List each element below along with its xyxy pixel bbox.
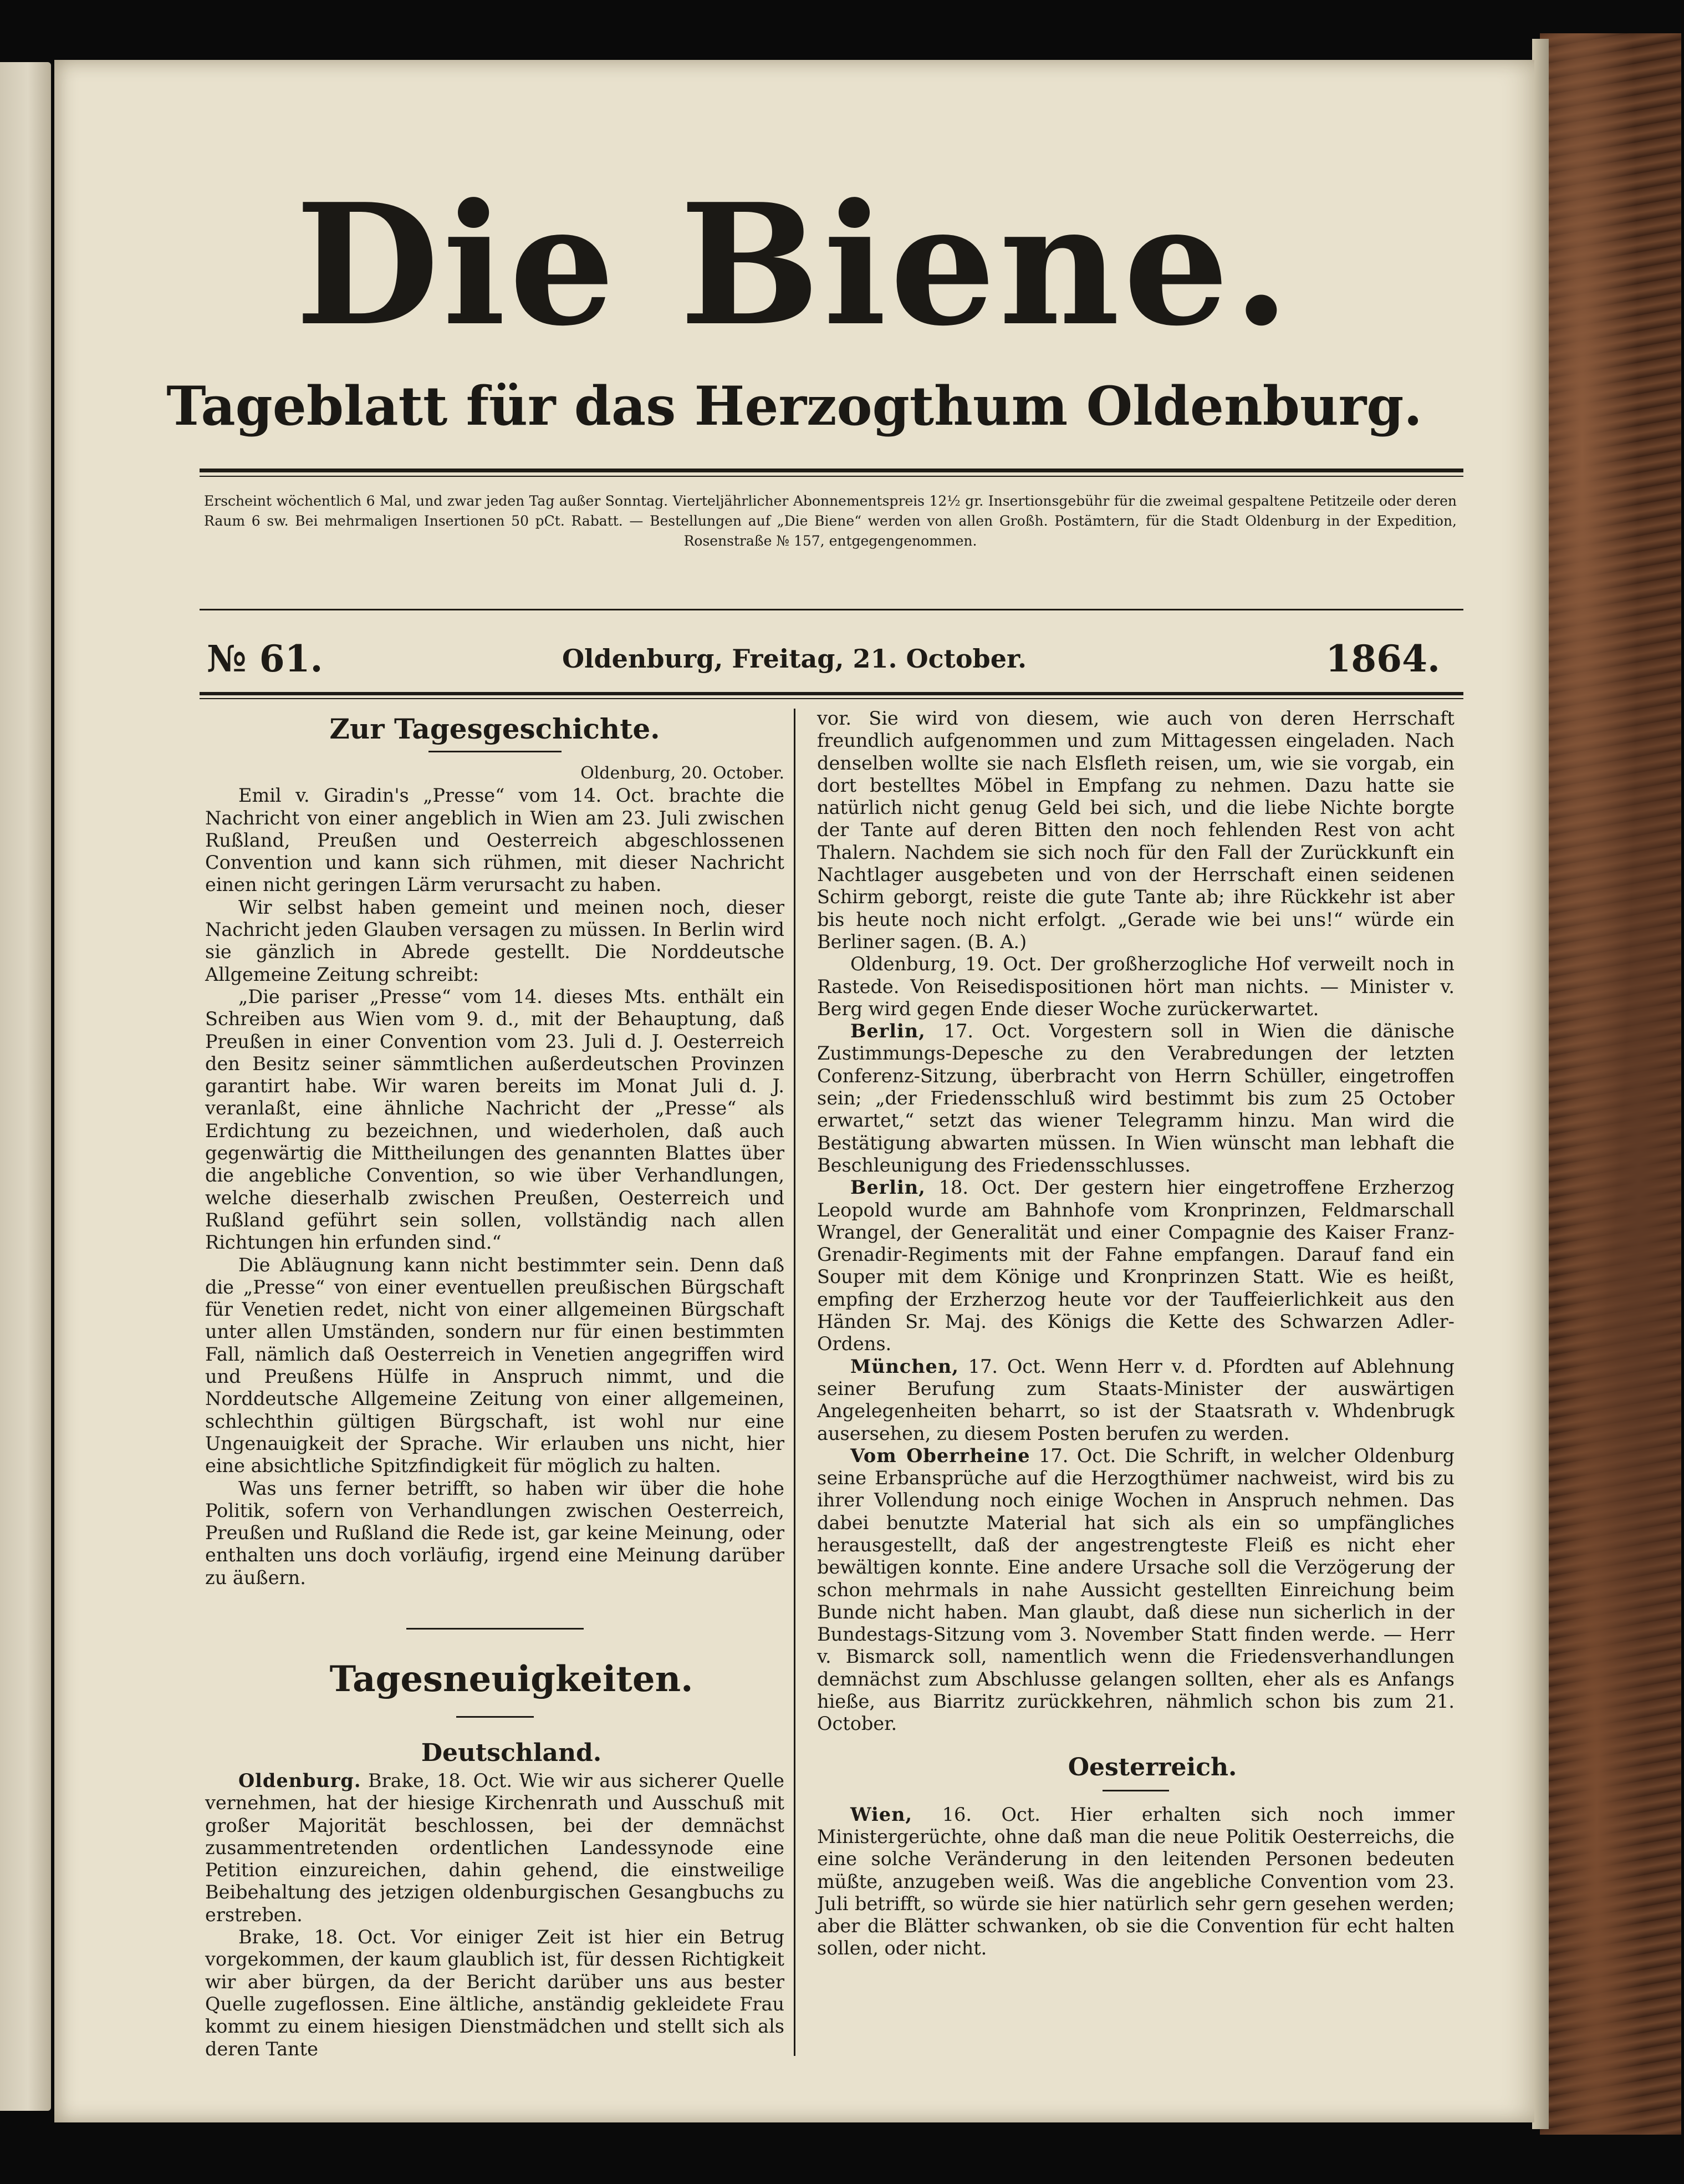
news-text: 17. Oct. Die Schrift, in welcher Oldenburg seine Erbansprüche auf die Herzogthümer nachweist, wird bis zu ihrer Vollendung noch einige Wochen in Anspruch nehmen. Das dabei benutzte Material hat sich als ein so umpfängliches herausgestellt, daß der angestrengteste Fleiß es nicht eher bewältigen konnte. Eine andere Ursache soll die Verzögerung der schon mehrmals in nahe Aussicht gestellten Einreichung beim Bunde nicht haben. Man glaubt, daß diese nun sicherlich in der Bundestags-Sitzung vom 3. November Statt finden werde. — Herr v. Bismarck soll, namentlich wenn die Friedensverhandlungen demnächst zum Abschlusse gelangen sollten, eher als es Anfangs hieße, aus Biarritz zurückkehren, nähmlich schon bis zum 21. October.	[817, 1444, 1455, 1735]
issue-rule-bottom-thick	[200, 692, 1463, 695]
left-column	[205, 707, 784, 2060]
issue-year: 1864.	[1325, 637, 1440, 680]
news-lead-oldenburg: Oldenburg.	[238, 1769, 361, 1791]
paragraph: Emil v. Giradin's „Presse“ vom 14. Oct. brachte die Nachricht von einer angeblich in Wien am 23. Juli zwischen Rußland, Preußen und Oesterreich abgeschlossenen Convention und kann sich rühmen, mit dieser Nachricht einen nicht geringen Lärm verursacht zu haben.	[205, 785, 784, 896]
news-lead-wien: Wien,	[850, 1803, 913, 1825]
news-text: 18. Oct. Der gestern hier eingetroffene Erzherzog Leopold wurde am Bahnhofe vom Kronprinzen, Feldmarschall Wrangel, der Generalität und einer Compagnie des Kaiser Franz-Grenadir-Regiments mit der Fahne empfangen. Darauf fand ein Souper mit dem Könige und Kronprinzen Statt. Wie es heißt, empfing der Erzherzog heute vor der Tauffeierlichkeit aus den Händen Sr. Maj. des Königs die Kette des Schwarzen Adler-Ordens.	[817, 1177, 1455, 1355]
issue-rule-top	[200, 609, 1463, 610]
news-lead-berlin: Berlin,	[850, 1177, 926, 1199]
issue-number: № 61.	[207, 637, 323, 680]
section-divider	[406, 1628, 584, 1630]
country-heading-oesterreich: Oesterreich.	[1068, 1753, 1237, 1781]
section-heading-zur-tagesgeschichte: Zur Tagesgeschichte.	[329, 712, 660, 745]
paragraph: Wir selbst haben gemeint und meinen noch, dieser Nachricht jeden Glauben versagen zu müssen. In Berlin wird sie gänzlich in Abrede gestellt. Die Norddeutsche Allgemeine Zeitung schreibt:	[205, 896, 784, 985]
book-binding	[1540, 33, 1681, 2135]
issue-place-date: Oldenburg, Freitag, 21. October.	[562, 644, 1027, 674]
right-column	[817, 707, 1455, 1960]
subscription-notice: Erscheint wöchentlich 6 Mal, und zwar jeden Tag außer Sonntag. Vierteljährlicher Abonnementspreis 12½ gr. Insertionsgebühr für die zweimal gespaltene Petitzeile oder deren Raum 6 sw. Bei mehrmaligen Insertionen 50 pCt. Rabatt. — Bestellungen auf „Die Biene“ werden von allen Großh. Postämtern, für die Stadt Oldenburg in der Expedition, Rosenstraße № 157, entgegengenommen.	[204, 493, 1457, 549]
dateline: Oldenburg, 20. October.	[580, 763, 784, 783]
paragraph: Oldenburg, 19. Oct. Der großherzogliche Hof verweilt noch in Rastede. Von Reisedispositionen hört man nichts. — Minister v. Berg wird gegen Ende dieser Woche zurückerwartet.	[817, 953, 1455, 1020]
paragraph: Was uns ferner betrifft, so haben wir über die hohe Politik, sofern von Verhandlungen zwischen Oesterreich, Preußen und Rußland die Rede ist, gar keine Meinung, oder enthalten uns doch vorläufig, irgend eine Meinung darüber zu äußern.	[205, 1477, 784, 1589]
masthead-rule-thin	[200, 476, 1463, 477]
masthead-title: Die Biene.	[295, 167, 1294, 363]
news-lead-berlin: Berlin,	[850, 1020, 926, 1042]
heading-rule	[428, 751, 562, 752]
heading-rule	[1103, 1790, 1169, 1791]
news-text: 17. Oct. Wenn Herr v. d. Pfordten auf Ablehnung seiner Berufung zum Staats-Minister der auswärtigen Angelegenheiten beharrt, so ist der Staatsrath v. Whdenbrugk ausersehen, zu diesem Posten berufen zu werden.	[817, 1355, 1455, 1444]
country-heading-deutschland: Deutschland.	[421, 1738, 602, 1767]
masthead-subtitle: Tageblatt für das Herzogthum Oldenburg.	[166, 375, 1422, 437]
newspaper-page	[54, 60, 1534, 2122]
masthead-rule-thick	[200, 469, 1463, 472]
news-lead-oberrhein: Vom Oberrheine	[850, 1444, 1030, 1467]
column-divider	[794, 709, 795, 2056]
news-text: Brake, 18. Oct. Wie wir aus sicherer Quelle vernehmen, hat der hiesige Kirchenrath und Ausschuß mit großer Majorität beschlossen, bei der demnächst zusammentretenden ordentlichen Landessynode eine Petition einzureichen, dahin gehend, die einstweilige Beibehaltung des jetzigen oldenburgischen Gesangbuchs zu erstreben.	[205, 1769, 784, 1926]
quoted-paragraph: „Die pariser „Presse“ vom 14. dieses Mts. enthält ein Schreiben aus Wien vom 9. d., mit der Behauptung, daß Preußen in einer Convention vom 23. Juli d. J. Oesterreich den Besitz seiner sämmtlichen außerdeutschen Provinzen garantirt habe. Wir waren bereits im Monat Juli d. J. veranlaßt, eine ähnliche Nachricht der „Presse“ als Erdichtung zu bezeichnen, und wiederholen, daß auch gegenwärtig die Mittheilungen des genannten Blattes über die angebliche Convention, so wie über Verhandlungen, welche dieserhalb zwischen Preußen, Oesterreich und Rußland geführt sein sollen, vollständig nach allen Richtungen hin erfunden sind.“	[205, 985, 784, 1254]
news-lead-muenchen: München,	[850, 1355, 959, 1377]
page-stack-edge	[1532, 39, 1549, 2129]
issue-rule-bottom-thin	[200, 698, 1463, 699]
paragraph: Brake, 18. Oct. Vor einiger Zeit ist hier ein Betrug vorgekommen, der kaum glaublich ist, für dessen Richtigkeit wir aber bürgen, da der Bericht darüber uns aus bester Quelle zugeflossen. Eine ältliche, anständig gekleidete Frau kommt zu einem hiesigen Dienstmädchen und stellt sich als deren Tante	[205, 1926, 784, 2060]
paragraph: Die Abläugnung kann nicht bestimmter sein. Denn daß die „Presse“ von einer eventuellen preußischen Bürgschaft für Venetien redet, nicht von einer allgemeinen Bürgschaft unter allen Umständen, sondern nur für einen bestimmten Fall, nämlich daß Oesterreich in Venetien angegriffen wird und Preußens Hülfe in Anspruch nimmt, und die Norddeutsche Allgemeine Zeitung von einer allgemeinen, schlechthin gültigen Bürgschaft, ist wohl nur eine Ungenauigkeit der Sprache. Wir erlauben uns nicht, hier eine absichtliche Spitzfindigkeit für möglich zu halten.	[205, 1254, 784, 1477]
facing-page-edge	[0, 62, 51, 2111]
news-text: 16. Oct. Hier erhalten sich noch immer Ministergerüchte, ohne daß man die neue Politik Oesterreichs, die eine solche Veränderung in den leitenden Personen bedeuten müßte, anzugeben weiß. Was die angebliche Convention vom 23. Juli betrifft, so würde sie hier natürlich sehr gern gesehen werden; aber die Blätter schwanken, ob sie die Convention für echt halten sollen, oder nicht.	[817, 1803, 1455, 1959]
news-text: 17. Oct. Vorgestern soll in Wien die dänische Zustimmungs-Depesche zu den Verabredungen der letzten Conferenz-Sitzung, überbracht von Herrn Schüller, eingetroffen sein; „der Friedensschluß wird bestimmt bis zum 25 October erwartet,“ setzt das wiener Telegramm hinzu. Man wird die Bestätigung abwarten müssen. In Wien wünscht man lebhaft die Beschleunigung des Friedensschlusses.	[817, 1020, 1455, 1176]
paragraph-continued: vor. Sie wird von diesem, wie auch von deren Herrschaft freundlich aufgenommen und zum Mittagessen eingeladen. Nach denselben wollte sie nach Elsfleth reisen, um, wie sie vorgab, ein dort bestelltes Möbel in Empfang zu nehmen. Dazu hatte sie natürlich nicht genug Geld bei sich, und die liebe Nichte borgte der Tante auf deren Bitten den noch fehlenden Rest von acht Thalern. Nachdem sie sich noch für den Fall der Zurückkunft ein Nachtlager ausgebeten und von der Herrschaft einen seidenen Schirm geborgt, reiste die gute Tante ab; ihre Rückkehr ist aber bis heute noch nicht erfolgt. „Gerade wie bei uns!“ würde ein Berliner sagen. (B. A.)	[817, 707, 1455, 953]
section-heading-tagesneuigkeiten: Tagesneuigkeiten.	[329, 1658, 693, 1700]
heading-rule	[456, 1716, 534, 1718]
